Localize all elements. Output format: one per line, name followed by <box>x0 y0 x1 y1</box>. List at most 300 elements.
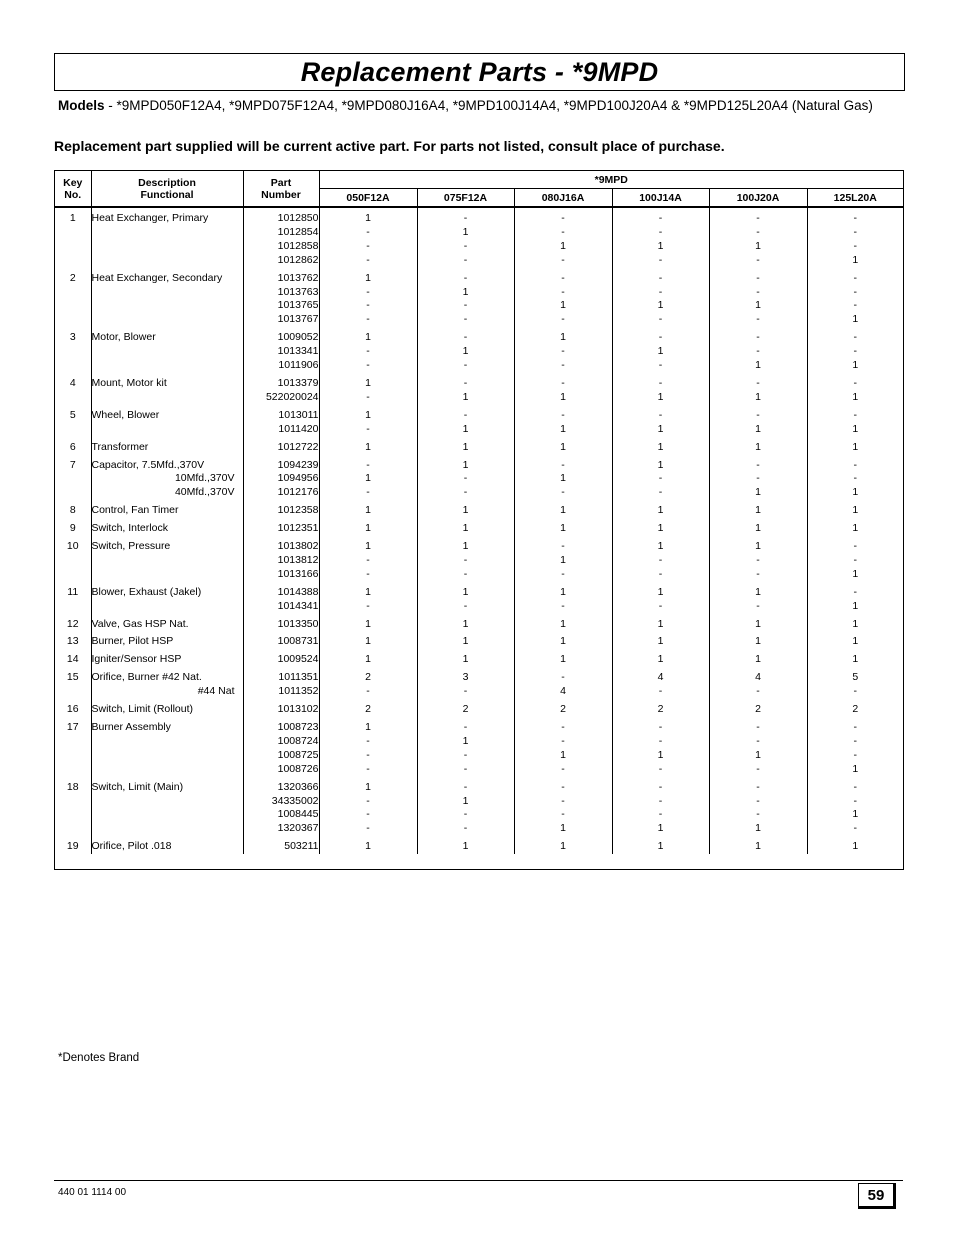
table-row <box>55 685 903 699</box>
quantity-050F12A: 1 <box>319 631 417 649</box>
quantity-080J16A: 1 <box>514 327 612 345</box>
key-number <box>55 763 91 777</box>
quantity-050F12A: 1 <box>319 518 417 536</box>
quantity-075F12A: - <box>417 472 514 486</box>
quantity-050F12A: - <box>319 254 417 268</box>
quantity-125L20A: 1 <box>852 635 859 648</box>
quantity-050F12A: 1 <box>319 836 417 854</box>
quantity-075F12A: - <box>417 554 514 568</box>
key-number <box>55 286 91 300</box>
quantity-050F12A: 1 <box>319 268 417 286</box>
quantity-080J16A: 1 <box>514 749 612 763</box>
quantity-080J16A: - <box>514 455 612 473</box>
key-number: 7 <box>55 455 91 473</box>
quantity-080J16A: - <box>514 777 612 795</box>
quantity-100J20A: - <box>709 226 807 240</box>
quantity-080J16A: - <box>514 735 612 749</box>
part-description <box>91 313 243 327</box>
part-number: 1013802 <box>243 536 319 554</box>
quantity-080J16A: 1 <box>514 423 612 437</box>
part-number: 1094956 <box>243 472 319 486</box>
part-number: 34335002 <box>243 795 319 809</box>
quantity-125L20A: - <box>853 225 857 238</box>
header-row-1 <box>55 171 903 189</box>
quantity-050F12A: - <box>319 763 417 777</box>
quantity-075F12A: - <box>417 749 514 763</box>
part-description: Transformer <box>91 437 243 455</box>
quantity-080J16A: - <box>514 568 612 582</box>
quantity-080J16A: 1 <box>514 554 612 568</box>
quantity-080J16A: - <box>514 268 612 286</box>
part-description: Orifice, Burner #42 Nat. <box>91 667 243 685</box>
quantity-125L20A: - <box>853 822 857 835</box>
part-number: 1013763 <box>243 286 319 300</box>
part-number: 1320367 <box>243 822 319 836</box>
quantity-125L20A: - <box>853 299 857 312</box>
brand-footnote: *Denotes Brand <box>58 1052 140 1064</box>
part-description: 40Mfd.,370V <box>91 486 243 500</box>
quantity-080J16A: - <box>514 486 612 500</box>
table-row <box>55 486 903 500</box>
quantity-125L20A: - <box>853 458 857 471</box>
quantity-050F12A: 2 <box>319 667 417 685</box>
quantity-080J16A: - <box>514 795 612 809</box>
key-number: 8 <box>55 500 91 518</box>
quantity-100J14A: - <box>612 685 709 699</box>
part-description <box>91 299 243 313</box>
quantity-080J16A: - <box>514 254 612 268</box>
quantity-050F12A: - <box>319 345 417 359</box>
parts-table-frame <box>54 170 904 870</box>
part-number: 1011351 <box>243 667 319 685</box>
quantity-050F12A: - <box>319 822 417 836</box>
page-number: 59 <box>858 1183 896 1209</box>
quantity-050F12A: 1 <box>319 536 417 554</box>
table-row <box>55 423 903 437</box>
part-description: Capacitor, 7.5Mfd.,370V <box>91 455 243 473</box>
quantity-100J20A: - <box>709 554 807 568</box>
table-row <box>55 437 903 455</box>
quantity-100J14A: - <box>612 405 709 423</box>
document-number: 440 01 1114 00 <box>58 1187 127 1198</box>
quantity-125L20A: - <box>853 376 857 389</box>
quantity-075F12A: - <box>417 207 514 226</box>
quantity-100J20A: 1 <box>709 518 807 536</box>
quantity-050F12A: - <box>319 299 417 313</box>
quantity-050F12A: - <box>319 240 417 254</box>
quantity-050F12A: - <box>319 455 417 473</box>
part-number: 1013350 <box>243 614 319 632</box>
quantity-075F12A: 3 <box>417 667 514 685</box>
quantity-080J16A: - <box>514 359 612 373</box>
header-model-3: 100J14A <box>612 189 709 208</box>
part-number: 1008725 <box>243 749 319 763</box>
quantity-125L20A: 1 <box>852 504 859 517</box>
key-number <box>55 735 91 749</box>
part-number: 1013011 <box>243 405 319 423</box>
quantity-100J14A: 1 <box>612 836 709 854</box>
quantity-080J16A: 4 <box>514 685 612 699</box>
quantity-080J16A: 2 <box>514 699 612 717</box>
quantity-100J20A: 1 <box>709 423 807 437</box>
table-row <box>55 836 903 854</box>
part-description: Switch, Limit (Rollout) <box>91 699 243 717</box>
title-box <box>54 53 905 91</box>
table-row <box>55 207 903 226</box>
quantity-100J20A: 1 <box>709 631 807 649</box>
quantity-100J20A: - <box>709 254 807 268</box>
table-row <box>55 795 903 809</box>
key-number: 5 <box>55 405 91 423</box>
header-key-line1: Key <box>63 176 83 189</box>
quantity-100J14A: - <box>612 600 709 614</box>
quantity-125L20A: 1 <box>852 762 859 775</box>
quantity-100J20A: - <box>709 373 807 391</box>
header-desc-line1: Description <box>138 176 196 189</box>
quantity-125L20A: - <box>853 748 857 761</box>
part-description: Wheel, Blower <box>91 405 243 423</box>
table-row <box>55 808 903 822</box>
part-description: Orifice, Pilot .018 <box>91 836 243 854</box>
quantity-080J16A: 1 <box>514 822 612 836</box>
table-row <box>55 699 903 717</box>
quantity-080J16A: - <box>514 405 612 423</box>
models-text: - *9MPD050F12A4, *9MPD075F12A4, *9MPD080J16A4, *9MPD100J14A4, *9MPD100J20A4 & *9MPD125L20A4 (Natural Gas) <box>104 98 873 113</box>
quantity-125L20A: 1 <box>852 808 859 821</box>
table-row <box>55 226 903 240</box>
quantity-080J16A: - <box>514 808 612 822</box>
quantity-125L20A: - <box>853 408 857 421</box>
part-number: 1013341 <box>243 345 319 359</box>
quantity-100J20A: - <box>709 455 807 473</box>
quantity-125L20A: 1 <box>852 653 859 666</box>
quantity-100J20A: 2 <box>709 699 807 717</box>
quantity-050F12A: - <box>319 359 417 373</box>
quantity-100J20A: - <box>709 685 807 699</box>
part-description: Motor, Blower <box>91 327 243 345</box>
key-number: 9 <box>55 518 91 536</box>
quantity-100J14A: 1 <box>612 822 709 836</box>
quantity-075F12A: - <box>417 268 514 286</box>
part-description: Heat Exchanger, Secondary <box>91 268 243 286</box>
quantity-050F12A: - <box>319 226 417 240</box>
part-description: Igniter/Sensor HSP <box>91 649 243 667</box>
part-number: 1011906 <box>243 359 319 373</box>
key-number <box>55 568 91 582</box>
quantity-075F12A: - <box>417 405 514 423</box>
quantity-100J20A: 1 <box>709 486 807 500</box>
quantity-050F12A: 1 <box>319 437 417 455</box>
header-part-number <box>243 171 319 207</box>
quantity-075F12A: - <box>417 777 514 795</box>
quantity-125L20A: - <box>853 780 857 793</box>
part-number: 1013379 <box>243 373 319 391</box>
quantity-075F12A: 1 <box>417 631 514 649</box>
quantity-125L20A: - <box>853 212 857 224</box>
quantity-080J16A: 1 <box>514 614 612 632</box>
part-number: 1008445 <box>243 808 319 822</box>
quantity-100J20A: - <box>709 568 807 582</box>
part-description <box>91 568 243 582</box>
key-number: 3 <box>55 327 91 345</box>
key-number <box>55 423 91 437</box>
quantity-100J20A: - <box>709 268 807 286</box>
header-key <box>55 171 91 207</box>
part-number: 1320366 <box>243 777 319 795</box>
key-number <box>55 685 91 699</box>
table-row <box>55 763 903 777</box>
quantity-100J14A: 1 <box>612 582 709 600</box>
part-description <box>91 749 243 763</box>
header-desc-line2: Functional <box>140 188 194 201</box>
quantity-075F12A: - <box>417 600 514 614</box>
table-row <box>55 554 903 568</box>
quantity-050F12A: - <box>319 423 417 437</box>
quantity-050F12A: 1 <box>319 373 417 391</box>
quantity-100J14A: 1 <box>612 455 709 473</box>
quantity-075F12A: 2 <box>417 699 514 717</box>
part-number: 1008724 <box>243 735 319 749</box>
part-number: 1011420 <box>243 423 319 437</box>
quantity-100J14A: 1 <box>612 240 709 254</box>
quantity-050F12A: - <box>319 735 417 749</box>
quantity-080J16A: 1 <box>514 240 612 254</box>
quantity-125L20A: - <box>853 472 857 485</box>
part-description <box>91 600 243 614</box>
quantity-075F12A: 1 <box>417 423 514 437</box>
quantity-075F12A: 1 <box>417 391 514 405</box>
quantity-125L20A: - <box>853 553 857 566</box>
quantity-100J14A: 1 <box>612 649 709 667</box>
quantity-075F12A: 1 <box>417 614 514 632</box>
quantity-125L20A: - <box>853 585 857 598</box>
part-number: 1012351 <box>243 518 319 536</box>
quantity-125L20A: 1 <box>852 617 859 630</box>
table-row <box>55 582 903 600</box>
quantity-125L20A: - <box>853 734 857 747</box>
quantity-075F12A: - <box>417 763 514 777</box>
part-number: 1012176 <box>243 486 319 500</box>
quantity-080J16A: 1 <box>514 582 612 600</box>
quantity-050F12A: 1 <box>319 500 417 518</box>
quantity-080J16A: - <box>514 600 612 614</box>
part-number: 522020024 <box>243 391 319 405</box>
quantity-050F12A: 1 <box>319 207 417 226</box>
key-number <box>55 486 91 500</box>
header-part-line2: Number <box>261 188 301 201</box>
quantity-075F12A: - <box>417 299 514 313</box>
key-number: 12 <box>55 614 91 632</box>
quantity-050F12A: 1 <box>319 777 417 795</box>
quantity-100J14A: 1 <box>612 500 709 518</box>
key-number <box>55 254 91 268</box>
quantity-050F12A: 1 <box>319 327 417 345</box>
quantity-080J16A: 1 <box>514 500 612 518</box>
header-model-1: 075F12A <box>417 189 514 208</box>
quantity-100J14A: 1 <box>612 299 709 313</box>
key-number: 10 <box>55 536 91 554</box>
quantity-100J14A: 1 <box>612 437 709 455</box>
quantity-100J20A: - <box>709 808 807 822</box>
quantity-125L20A: 1 <box>852 313 859 326</box>
quantity-080J16A: 1 <box>514 631 612 649</box>
models-line <box>58 97 908 114</box>
quantity-075F12A: 1 <box>417 582 514 600</box>
table-row <box>55 359 903 373</box>
table-row <box>55 254 903 268</box>
footer-rule <box>54 1180 903 1181</box>
quantity-050F12A: - <box>319 554 417 568</box>
key-number <box>55 472 91 486</box>
quantity-050F12A: - <box>319 749 417 763</box>
quantity-075F12A: - <box>417 254 514 268</box>
quantity-075F12A: 1 <box>417 518 514 536</box>
quantity-075F12A: 1 <box>417 345 514 359</box>
part-number: 1012358 <box>243 500 319 518</box>
part-description <box>91 554 243 568</box>
table-row <box>55 240 903 254</box>
quantity-125L20A: - <box>853 271 857 284</box>
key-number: 1 <box>55 207 91 226</box>
table-row <box>55 631 903 649</box>
table-row <box>55 777 903 795</box>
quantity-125L20A: 1 <box>852 253 859 266</box>
part-number: 1014341 <box>243 600 319 614</box>
part-number: 1013812 <box>243 554 319 568</box>
quantity-100J20A: 1 <box>709 391 807 405</box>
part-number: 1009052 <box>243 327 319 345</box>
quantity-050F12A: 1 <box>319 614 417 632</box>
header-model-group: *9MPD <box>594 173 628 186</box>
replacement-note: Replacement part supplied will be current active part. For parts not listed, consult place of purchase. <box>54 138 725 154</box>
quantity-080J16A: - <box>514 226 612 240</box>
quantity-050F12A: 1 <box>319 649 417 667</box>
quantity-100J20A: 4 <box>709 667 807 685</box>
quantity-050F12A: - <box>319 568 417 582</box>
key-number <box>55 391 91 405</box>
parts-table-body <box>55 207 903 854</box>
part-description: #44 Nat <box>91 685 243 699</box>
key-number <box>55 240 91 254</box>
quantity-080J16A: - <box>514 345 612 359</box>
key-number <box>55 313 91 327</box>
quantity-125L20A: 1 <box>852 522 859 535</box>
quantity-075F12A: 1 <box>417 500 514 518</box>
part-description: Valve, Gas HSP Nat. <box>91 614 243 632</box>
quantity-075F12A: - <box>417 240 514 254</box>
quantity-080J16A: 1 <box>514 437 612 455</box>
quantity-075F12A: - <box>417 717 514 735</box>
part-number: 1013102 <box>243 699 319 717</box>
quantity-100J20A: 1 <box>709 614 807 632</box>
quantity-050F12A: - <box>319 795 417 809</box>
quantity-075F12A: - <box>417 313 514 327</box>
quantity-050F12A: 1 <box>319 472 417 486</box>
key-number <box>55 808 91 822</box>
quantity-100J14A: - <box>612 313 709 327</box>
part-description: 10Mfd.,370V <box>91 472 243 486</box>
quantity-125L20A: - <box>853 721 857 733</box>
models-label: Models <box>58 98 105 113</box>
table-row <box>55 299 903 313</box>
quantity-100J14A: - <box>612 717 709 735</box>
key-number: 18 <box>55 777 91 795</box>
quantity-100J14A: - <box>612 359 709 373</box>
key-number <box>55 795 91 809</box>
quantity-050F12A: 1 <box>319 582 417 600</box>
quantity-125L20A: - <box>853 285 857 298</box>
quantity-075F12A: - <box>417 327 514 345</box>
part-description <box>91 226 243 240</box>
quantity-100J14A: - <box>612 486 709 500</box>
part-number: 1008726 <box>243 763 319 777</box>
quantity-050F12A: 1 <box>319 405 417 423</box>
part-number: 1009524 <box>243 649 319 667</box>
part-description <box>91 822 243 836</box>
header-part-line1: Part <box>270 176 292 189</box>
key-number <box>55 822 91 836</box>
part-number: 1012862 <box>243 254 319 268</box>
quantity-050F12A: - <box>319 286 417 300</box>
key-number <box>55 749 91 763</box>
key-number: 2 <box>55 268 91 286</box>
table-row <box>55 749 903 763</box>
table-row <box>55 518 903 536</box>
quantity-075F12A: 1 <box>417 795 514 809</box>
quantity-125L20A: 1 <box>852 840 859 853</box>
quantity-125L20A: 1 <box>852 390 859 403</box>
part-number: 1013767 <box>243 313 319 327</box>
quantity-100J14A: 2 <box>612 699 709 717</box>
quantity-100J14A: - <box>612 735 709 749</box>
table-row <box>55 717 903 735</box>
quantity-075F12A: - <box>417 822 514 836</box>
quantity-100J20A: - <box>709 777 807 795</box>
quantity-080J16A: - <box>514 373 612 391</box>
key-number: 15 <box>55 667 91 685</box>
quantity-075F12A: - <box>417 359 514 373</box>
part-description: Switch, Interlock <box>91 518 243 536</box>
quantity-100J20A: - <box>709 313 807 327</box>
part-number: 1013166 <box>243 568 319 582</box>
quantity-100J20A: - <box>709 795 807 809</box>
table-row <box>55 405 903 423</box>
quantity-100J14A: - <box>612 226 709 240</box>
quantity-075F12A: 1 <box>417 286 514 300</box>
table-row <box>55 268 903 286</box>
quantity-075F12A: - <box>417 568 514 582</box>
part-number: 1011352 <box>243 685 319 699</box>
quantity-100J20A: - <box>709 600 807 614</box>
part-description <box>91 286 243 300</box>
table-row <box>55 536 903 554</box>
part-number: 1012850 <box>243 207 319 226</box>
quantity-100J20A: 1 <box>709 649 807 667</box>
quantity-100J14A: 1 <box>612 536 709 554</box>
part-description <box>91 254 243 268</box>
header-model-0: 050F12A <box>319 189 417 208</box>
key-number: 11 <box>55 582 91 600</box>
quantity-080J16A: 1 <box>514 472 612 486</box>
quantity-100J14A: - <box>612 472 709 486</box>
quantity-050F12A: - <box>319 313 417 327</box>
quantity-050F12A: 2 <box>319 699 417 717</box>
quantity-080J16A: - <box>514 207 612 226</box>
part-description <box>91 359 243 373</box>
quantity-100J14A: 1 <box>612 631 709 649</box>
quantity-100J14A: - <box>612 254 709 268</box>
part-number: 1008731 <box>243 631 319 649</box>
